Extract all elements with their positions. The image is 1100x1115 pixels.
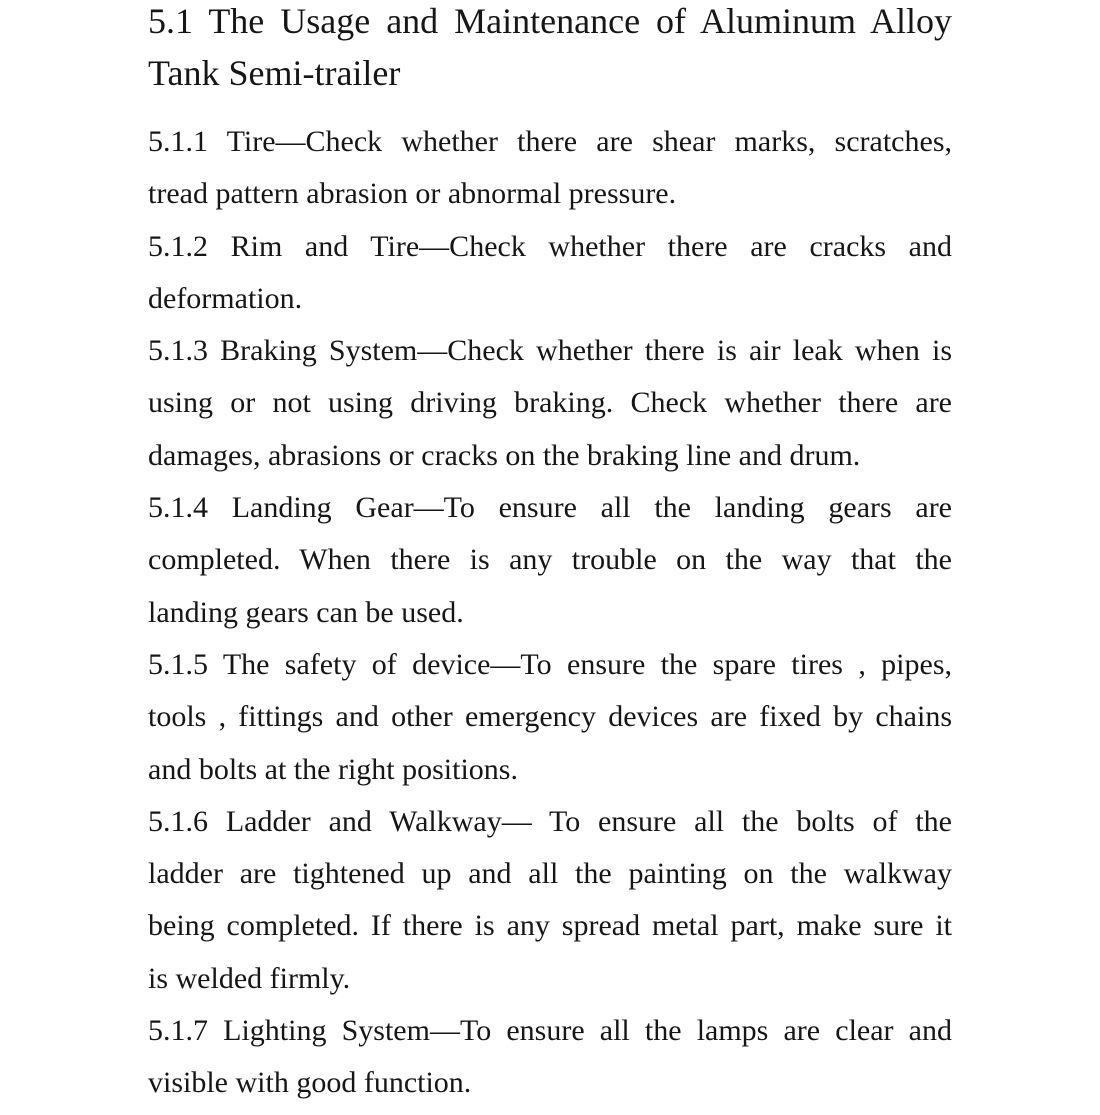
text-line: 5.1.6 Ladder and Walkway— To ensure all the bolts of the bbox=[148, 804, 952, 838]
text-line: 5.1.2 Rim and Tire—Check whether there are cracks and bbox=[148, 229, 952, 263]
text-line: tools , fittings and other emergency devices are fixed by chains bbox=[148, 700, 952, 734]
paragraph-5.1.4 bbox=[148, 482, 952, 639]
text-line: being completed. If there is any spread metal part, make sure it bbox=[148, 909, 952, 943]
text-line: damages, abrasions or cracks on the braking line and drum. bbox=[148, 438, 861, 472]
text-line: 5.1.7 Lighting System—To ensure all the lamps are clear and bbox=[148, 1014, 952, 1048]
text-line: is welded firmly. bbox=[148, 961, 351, 995]
paragraph-5.1.1 bbox=[148, 116, 952, 221]
text-line: tread pattern abrasion or abnormal pressure. bbox=[148, 177, 677, 211]
text-line: 5.1.5 The safety of device—To ensure the spare tires , pipes, bbox=[148, 647, 952, 681]
paragraph-5.1.3 bbox=[148, 325, 952, 482]
paragraph-5.1.2 bbox=[148, 221, 952, 326]
text-line: using or not using driving braking. Check whether there are bbox=[148, 386, 952, 420]
paragraph-5.1.5 bbox=[148, 639, 952, 796]
page-content bbox=[148, 0, 952, 1110]
section-title bbox=[148, 0, 952, 99]
title-line: 5.1 The Usage and Maintenance of Aluminum Alloy bbox=[148, 1, 952, 41]
paragraph-5.1.7 bbox=[148, 1005, 952, 1110]
text-line: deformation. bbox=[148, 281, 303, 315]
text-line: visible with good function. bbox=[148, 1066, 472, 1100]
text-line: 5.1.4 Landing Gear—To ensure all the landing gears are bbox=[148, 491, 952, 525]
text-line: 5.1.3 Braking System—Check whether there is air leak when is bbox=[148, 334, 952, 368]
section-body bbox=[148, 116, 952, 1110]
text-line: landing gears can be used. bbox=[148, 595, 464, 629]
text-line: 5.1.1 Tire—Check whether there are shear marks, scratches, bbox=[148, 125, 952, 158]
text-line: and bolts at the right positions. bbox=[148, 752, 518, 786]
paragraph-5.1.6 bbox=[148, 796, 952, 1005]
title-line: Tank Semi-trailer bbox=[148, 53, 401, 93]
text-line: ladder are tightened up and all the painting on the walkway bbox=[148, 857, 952, 891]
text-line: completed. When there is any trouble on the way that the bbox=[148, 543, 952, 577]
